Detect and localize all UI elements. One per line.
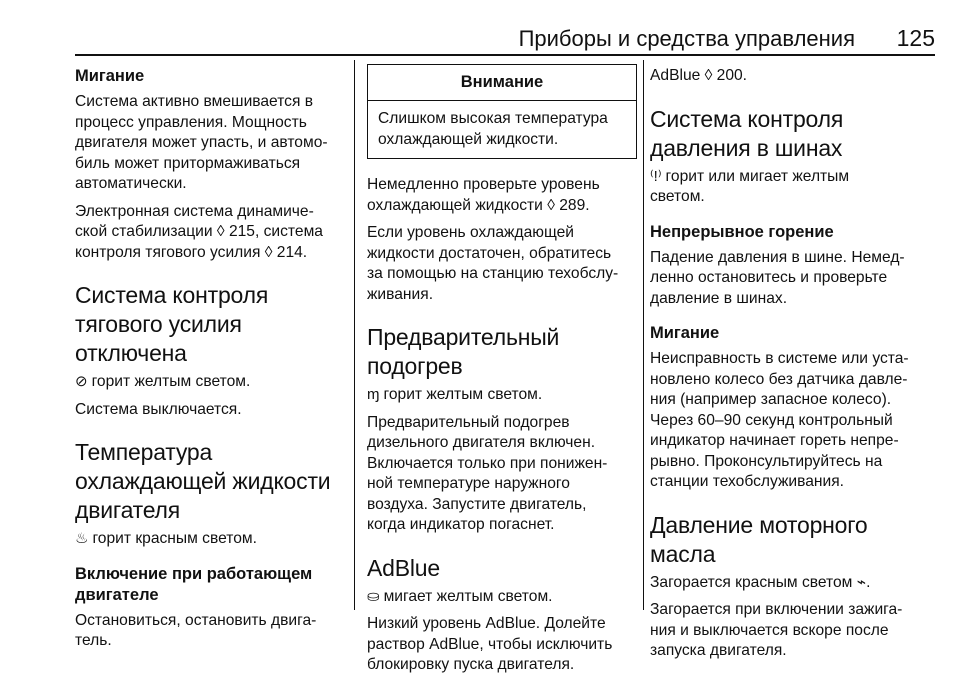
- coolant-temp-heading: Температура охлаждающей жидкости двигателя: [75, 439, 331, 523]
- traction-control-heading: Система контроля тягового усилия отключена: [75, 282, 269, 366]
- tire-status: ⁽!⁾ горит или мигает желтым светом.: [650, 167, 850, 205]
- adblue-icon: ⛀: [367, 587, 380, 605]
- coolant-service-paragraph: Если уровень охлаждающей жидкости достаточен, обратитесь за помощью на станцию техобслу- живания.: [367, 224, 619, 303]
- adblue-ref: AdBlue ◊ 200.: [650, 67, 748, 84]
- column-3: [650, 60, 935, 669]
- column-2: [367, 60, 637, 683]
- coolant-temp-icon: ♨: [75, 530, 89, 547]
- coolant-check-paragraph: Немедленно проверьте уровень охлаждающей жидкости ◊ 289.: [367, 176, 600, 214]
- warning-text: Слишком высокая температура охлаждающей жидкости.: [378, 110, 608, 148]
- adblue-heading: AdBlue: [367, 554, 440, 581]
- traction-status: ⊘ горит желтым светом.: [75, 373, 251, 390]
- continuous-heading: Непрерывное горение: [650, 222, 834, 241]
- traction-off-icon: ⊘: [75, 373, 88, 390]
- oil-paragraph: Загорается при включении зажига- ния и выключается вскоре после запуска двигателя.: [650, 601, 903, 659]
- preheat-status: ɱ горит желтым светом.: [367, 386, 543, 403]
- header-rule: [75, 54, 935, 56]
- oil-status-paragraph: Загорается красным светом ⌁.: [650, 573, 871, 591]
- preheat-heading: Предварительный подогрев: [367, 324, 560, 379]
- page-title: Приборы и средства управления: [518, 26, 855, 51]
- oil-pressure-heading: Давление моторного масла: [650, 511, 868, 567]
- continuous-paragraph: Падение давления в шине. Немед- ленно остановитесь и проверьте давление в шинах.: [650, 248, 905, 307]
- adblue-paragraph: Низкий уровень AdBlue. Долейте раствор AdBlue, чтобы исключить блокировку пуска двигателя.: [367, 615, 613, 673]
- running-engine-heading: Включение при работающем двигателе: [75, 564, 313, 604]
- warning-box: [367, 64, 637, 159]
- column-divider-1: [354, 60, 355, 610]
- column-divider-2: [643, 60, 644, 610]
- page-header: [75, 22, 935, 58]
- blink-paragraph: Система активно вмешивается в процесс управления. Мощность двигателя может упасть, и автомо- биль может притормаживаться автоматически.: [75, 93, 328, 192]
- preheat-paragraph: Предварительный подогрев дизельного двигателя включен. Включается только при понижен- ной температуре наружного воздуха. Запустите двигатель, когда индикатор погаснет.: [367, 413, 608, 533]
- stability-paragraph: Электронная система динамиче- ской стабилизации ◊ 215, система контроля тягового усилия ◊ 214.: [75, 202, 323, 261]
- glow-plug-icon: ɱ: [367, 386, 380, 403]
- adblue-status: ⛀ мигает желтым светом.: [367, 587, 553, 605]
- blink-heading: Мигание: [75, 67, 145, 85]
- coolant-status: ♨ горит красным светом.: [75, 530, 257, 547]
- running-engine-paragraph: Остановиться, остановить двига- тель.: [75, 611, 317, 649]
- tire-pressure-icon: ⁽!⁾: [650, 167, 662, 185]
- traction-paragraph: Система выключается.: [75, 400, 242, 418]
- page-number: 125: [896, 25, 935, 51]
- warning-title: Внимание: [368, 65, 636, 101]
- tire-blink-heading: Мигание: [650, 324, 720, 342]
- tire-pressure-heading: Система контроля давления в шинах: [650, 105, 844, 161]
- column-1: [75, 60, 347, 659]
- tire-blink-paragraph: Неисправность в системе или уста- новлено колесо без датчика давле- ния (например запасное колесо). Через 60–90 секунд контрольный индикатор начинает гореть непре- рывно. Проконсультируйтесь на станции техобслуживания.: [650, 350, 909, 490]
